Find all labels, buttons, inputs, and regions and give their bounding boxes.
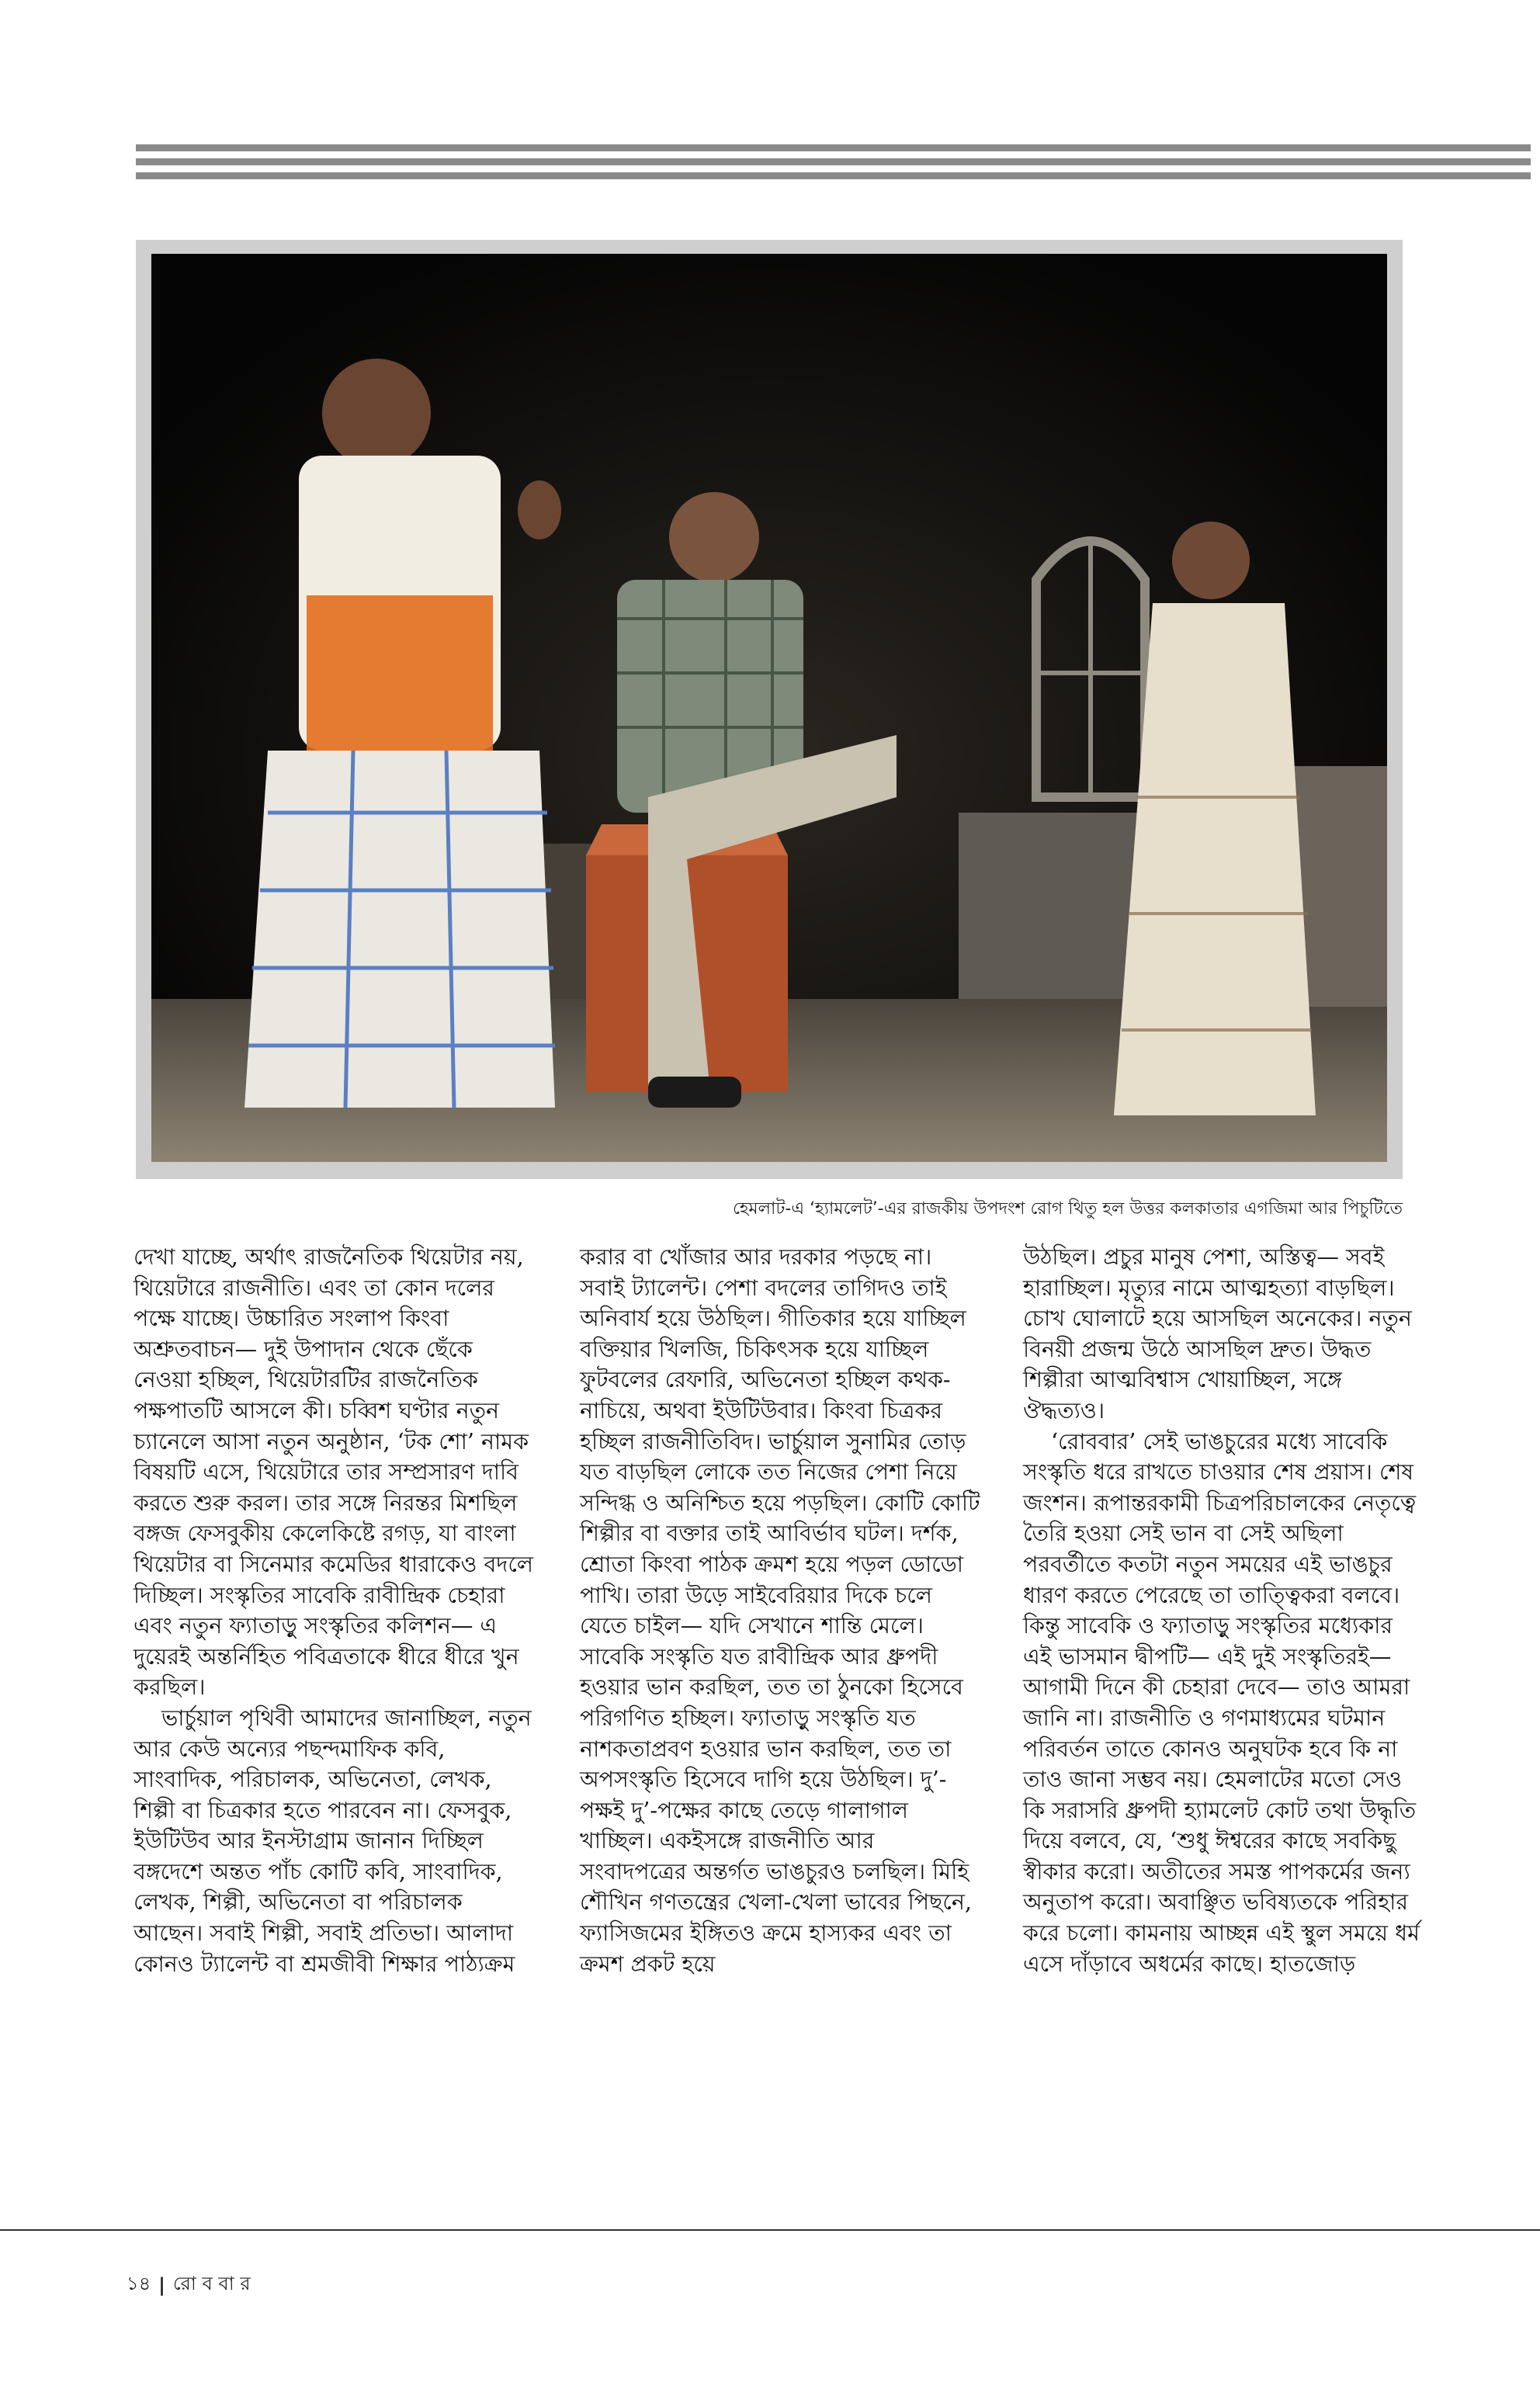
stage-photo	[151, 254, 1387, 1162]
header-rules	[136, 144, 1531, 186]
page-number: ১৪	[127, 2273, 151, 2294]
header-rule-line	[136, 172, 1531, 179]
footer-rule	[0, 2229, 1540, 2231]
text-column-1	[134, 1242, 537, 1979]
paragraph: ‘রোববার’ সেই ভাঙচুরের মধ্যে সাবেকি সংস্কৃতি ধরে রাখতে চাওয়ার শেষ প্রয়াস। শেষ জংশন। রূপান্তরকামী চিত্রপরিচালকের নেতৃত্বে তৈরি হওয়া সেই ভান বা সেই অছিলা পরবর্তীতে কতটা নতুন সময়ের এই ভাঙচুর ধারণ করতে পেরেছে তা তাত্ত্বিকরা বলবে। কিন্তু সাবেকি ও ফ্যাতাড়ু সংস্কৃতির মধ্যেকার এই ভাসমান দ্বীপটি— এই দুই সংস্কৃতিরই— আগামী দিনে কী চেহারা দেবে— তাও আমরা জানি না। রাজনীতি ও গণমাধ্যমের ঘটমান পরিবর্তন তাতে কোনও অনুঘটক হবে কি না তাও জানা সম্ভব নয়। হেমলাটের মতো সেও কি সরাসরি ধ্রুপদী হ্যামলেট কোট তথা উদ্ধৃতি দিয়ে বলবে, যে, ‘শুধু ঈশ্বরের কাছে সবকিছু স্বীকার করো। অতীতের সমস্ত পাপকর্মের জন্য অনুতাপ করো। অবাঞ্ছিত ভবিষ্যতকে পরিহার করে চলো। কামনায় আচ্ছন্ন এই স্থুল সময়ে ধর্ম এসে দাঁড়াবে অধর্মের কাছে। হাতজোড়	[1023, 1428, 1420, 1977]
magazine-name: রো ব বা র	[172, 2273, 251, 2294]
header-rule-line	[136, 144, 1531, 151]
stage-photo-illustration	[151, 254, 1387, 1162]
photo-caption: হেমলাট-এ ‘হ্যামলেট’-এর রাজকীয় উপদংশ রোগ থিতু হল উত্তর কলকাতার এগজিমা আর পিচুটিতে	[732, 1199, 1403, 1219]
paragraph: উঠছিল। প্রচুর মানুষ পেশা, অস্তিত্ব— সবই হারাচ্ছিল। মৃত্যুর নামে আত্মহত্যা বাড়ছিল। চোখ ঘোলাটে হয়ে আসছিল অনেকের। নতুন বিনয়ী প্রজন্ম উঠে আসছিল দ্রুত। উদ্ধত শিল্পীরা আত্মবিশ্বাস খোয়াচ্ছিল, সঙ্গে ঔদ্ধত্যও।	[1023, 1244, 1412, 1424]
paragraph: করার বা খোঁজার আর দরকার পড়ছে না। সবাই ট্যালেন্ট। পেশা বদলের তাগিদও তাই অনিবার্য হয়ে উঠছিল। গীতিকার হয়ে যাচ্ছিল বক্তিয়ার খিলজি, চিকিৎসক হয়ে যাচ্ছিল ফুটবলের রেফারি, অভিনেতা হচ্ছিল কথক-নাচিয়ে, অথবা ইউটিউবার। কিংবা চিত্রকর হচ্ছিল রাজনীতিবিদ। ভার্চুয়াল সুনামির তোড় যত বাড়ছিল লোকে তত নিজের পেশা নিয়ে সন্দিগ্ধ ও অনিশ্চিত হয়ে পড়ছিল। কোটি কোটি শিল্পীর বা বক্তার তাই আবির্ভাব ঘটল। দর্শক, শ্রোতা কিংবা পাঠক ক্রমশ হয়ে পড়ল ডোডো পাখি। তারা উড়ে সাইবেরিয়ার দিকে চলে যেতে চাইল— যদি সেখানে শান্তি মেলে। সাবেকি সংস্কৃতি যত রাবীন্দ্রিক আর ধ্রুপদী হওয়ার ভান করছিল, তত তা ঠুনকো হিসেবে পরিগণিত হচ্ছিল। ফ্যাতাড়ু সংস্কৃতি যত নাশকতাপ্রবণ হওয়ার ভান করছিল, তত তা অপসংস্কৃতি হিসেবে দাগি হয়ে উঠছিল। দু’-পক্ষই দু’-পক্ষের কাছে তেড়ে গালাগাল খাচ্ছিল। একইসঙ্গে রাজনীতি আর সংবাদপত্রের অন্তর্গত ভাঙচুরও চলছিল। মিহি শৌখিন গণতন্ত্রের খেলা-খেলা ভাবের পিছনে, ফ্যাসিজমের ইঙ্গিতও ক্রমে হাস্যকর এবং তা ক্রমশ প্রকট হয়ে	[580, 1244, 980, 1977]
page-footer	[127, 2270, 251, 2301]
footer-separator: |	[158, 2274, 165, 2296]
text-column-3	[1023, 1242, 1427, 1979]
paragraph: ভার্চুয়াল পৃথিবী আমাদের জানাচ্ছিল, নতুন আর কেউ অন্যের পছন্দমাফিক কবি, সাংবাদিক, পরিচালক, অভিনেতা, লেখক, শিল্পী বা চিত্রকার হতে পারবেন না। ফেসবুক, ইউটিউব আর ইনস্টাগ্রাম জানান দিচ্ছিল বঙ্গদেশে অন্তত পাঁচ কোটি কবি, সাংবাদিক, লেখক, শিল্পী, অভিনেতা বা পরিচালক আছেন। সবাই শিল্পী, সবাই প্রতিভা। আলাদা কোনও ট্যালেন্ট বা শ্রমজীবী শিক্ষার পাঠ্যক্রম	[134, 1705, 532, 1977]
photo-frame	[136, 240, 1403, 1179]
header-rule-line	[136, 158, 1531, 165]
text-column-2	[580, 1242, 983, 1979]
paragraph: দেখা যাচ্ছে, অর্থাৎ রাজনৈতিক থিয়েটার নয়, থিয়েটারে রাজনীতি। এবং তা কোন দলের পক্ষে যাচ্ছে। উচ্চারিত সংলাপ কিংবা অশ্রুতবাচন— দুই উপাদান থেকে ছেঁকে নেওয়া হচ্ছিল, থিয়েটারটির রাজনৈতিক পক্ষপাতটি আসলে কী। চব্বিশ ঘণ্টার নতুন চ্যানেলে আসা নতুন অনুষ্ঠান, ‘টক শো’ নামক বিষয়টি এসে, থিয়েটারে তার সম্প্রসারণ দাবি করতে শুরু করল। তার সঙ্গে নিরন্তর মিশছিল বঙ্গজ ফেসবুকীয় কেলেকিষ্টে রগড়, যা বাংলা থিয়েটার বা সিনেমার কমেডির ধারাকেও বদলে দিচ্ছিল। সংস্কৃতির সাবেকি রাবীন্দ্রিক চেহারা এবং নতুন ফ্যাতাড়ু সংস্কৃতির কলিশন— এ দুয়েরই অন্তর্নিহিত পবিত্রতাকে ধীরে ধীরে খুন করছিল।	[134, 1244, 534, 1701]
